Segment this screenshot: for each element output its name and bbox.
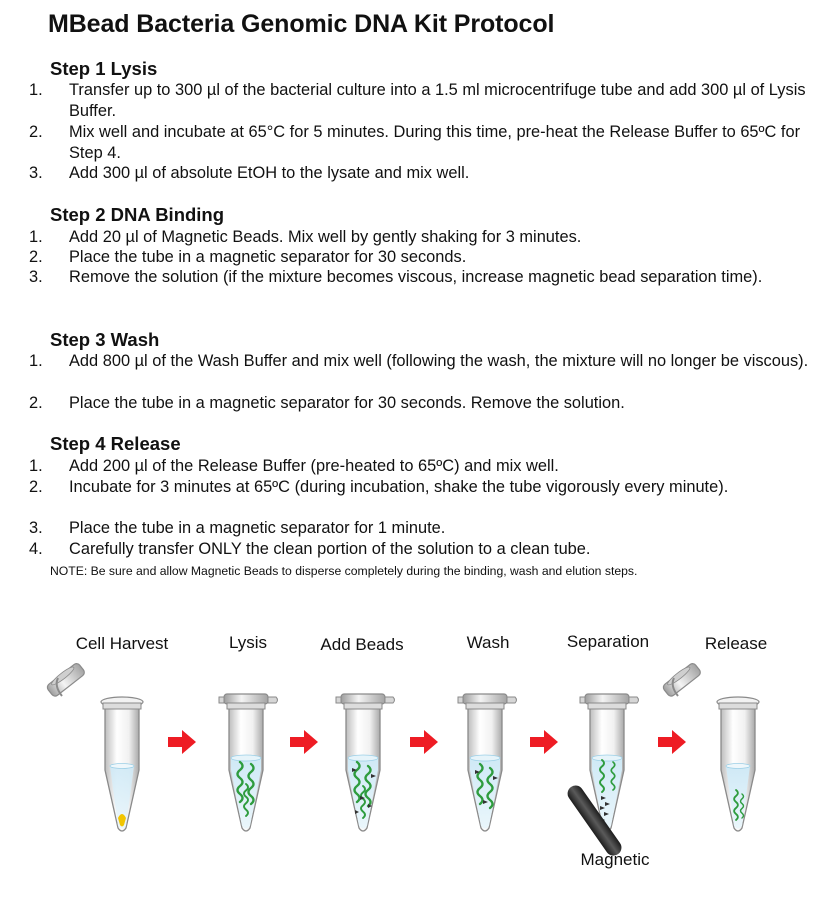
- protocol-diagram: [0, 600, 828, 870]
- step-4-item-2: 2. Incubate for 3 minutes at 65ºC (during incubation, shake the tube vigorously every minute).: [29, 478, 729, 496]
- step-3-item-1: 1. Add 800 µl of the Wash Buffer and mix well (following the wash, the mixture will no longer be viscous).: [29, 352, 809, 370]
- step-2-item-3: 3. Remove the solution (if the mixture becomes viscous, increase magnetic bead separation time).: [29, 268, 763, 286]
- step-4-heading: Step 4 Release: [50, 433, 181, 454]
- tube-cell-harvest: [45, 661, 143, 831]
- arrow-3: [410, 730, 438, 754]
- step-3-item-2: 2. Place the tube in a magnetic separator for 30 seconds. Remove the solution.: [29, 394, 625, 412]
- step-4-item-4: 4. Carefully transfer ONLY the clean portion of the solution to a clean tube.: [29, 540, 591, 558]
- tube-add-beads: [336, 694, 395, 831]
- stage-label-separation: Separation: [566, 632, 650, 651]
- magnet-label: Magnetic: [580, 850, 650, 869]
- stage-label-release: Release: [704, 634, 768, 653]
- tube-wash: [458, 694, 517, 831]
- step-2-item-1: 1. Add 20 µl of Magnetic Beads. Mix well by gently shaking for 3 minutes.: [29, 228, 582, 246]
- step-2-heading: Step 2 DNA Binding: [50, 204, 225, 225]
- step-2-item-2: 2. Place the tube in a magnetic separator for 30 seconds.: [29, 248, 467, 266]
- step-1-item-1: 1. Transfer up to 300 µl of the bacterial culture into a 1.5 ml microcentrifuge tube and add 300 µl of Lysis Buffer.: [29, 81, 806, 120]
- step-1-heading: Step 1 Lysis: [50, 58, 158, 79]
- stage-label-add-beads: Add Beads: [320, 635, 404, 654]
- arrow-5: [658, 730, 686, 754]
- step-3-heading: Step 3 Wash: [50, 329, 160, 350]
- step-4-item-3: 3. Place the tube in a magnetic separator for 1 minute.: [29, 519, 446, 537]
- step-1-item-2: 2. Mix well and incubate at 65°C for 5 minutes. During this time, pre-heat the Release Buffer to 65ºC for Step 4.: [29, 123, 801, 162]
- stage-label-cell-harvest: Cell Harvest: [75, 634, 169, 653]
- tube-lysis: [219, 694, 278, 831]
- step-4-item-1: 1. Add 200 µl of the Release Buffer (pre-heated to 65ºC) and mix well.: [29, 457, 559, 475]
- arrow-4: [530, 730, 558, 754]
- page-title: MBead Bacteria Genomic DNA Kit Protocol: [48, 10, 555, 38]
- stage-label-lysis: Lysis: [228, 633, 268, 652]
- arrow-1: [168, 730, 196, 754]
- protocol-note: NOTE: Be sure and allow Magnetic Beads to disperse completely during the binding, wash and elution steps.: [50, 564, 638, 578]
- arrow-2: [290, 730, 318, 754]
- stage-label-wash: Wash: [466, 633, 510, 652]
- step-1-item-3: 3. Add 300 µl of absolute EtOH to the lysate and mix well.: [29, 164, 470, 182]
